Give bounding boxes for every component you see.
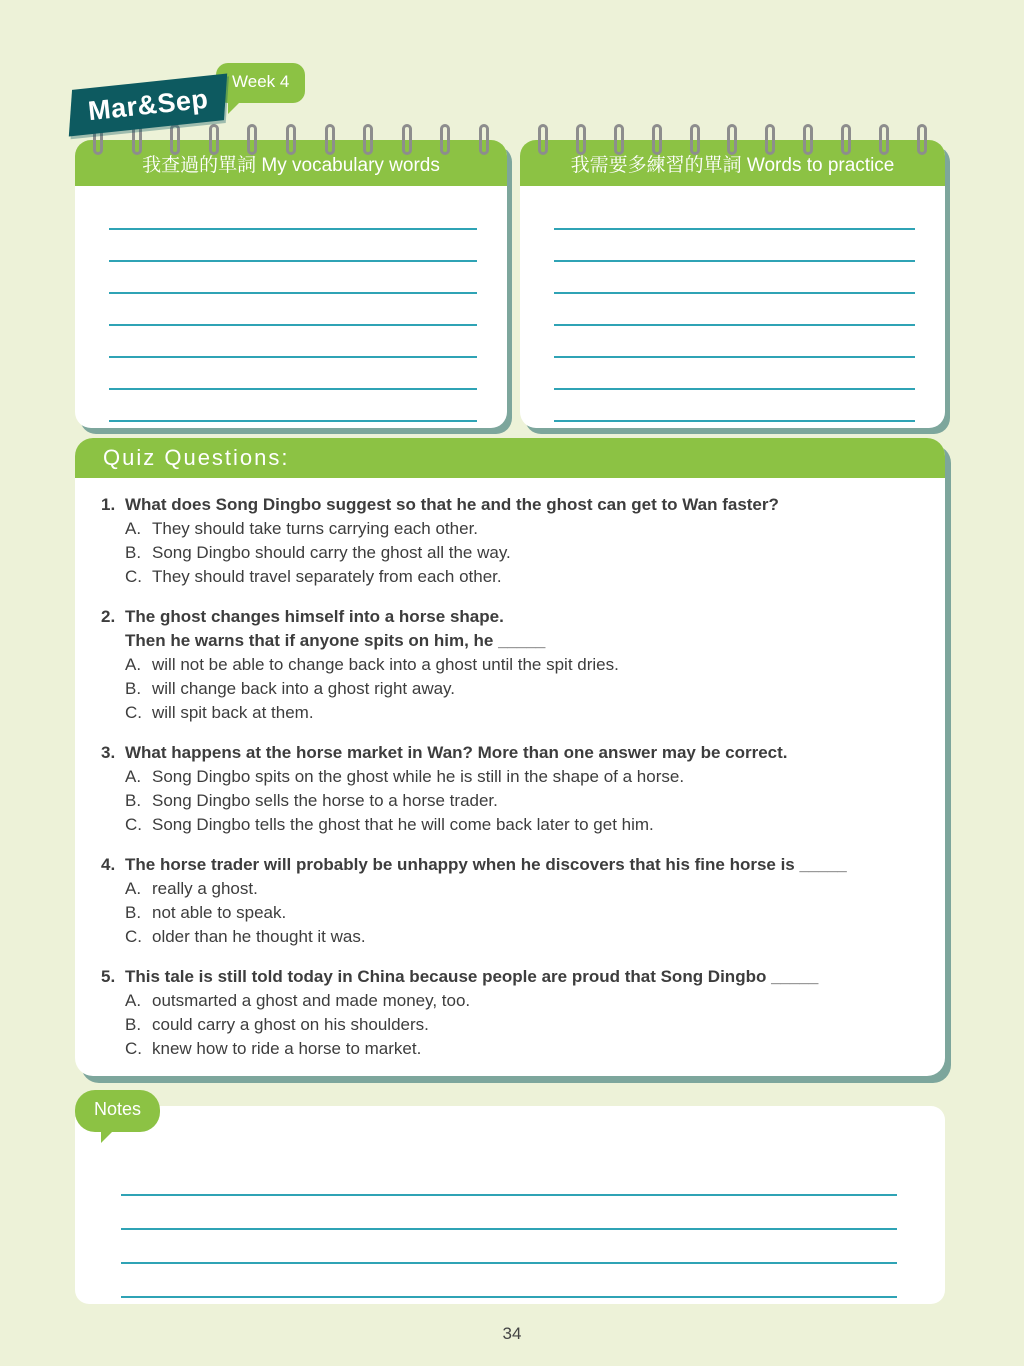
spiral-ring-icon xyxy=(576,124,586,155)
option-text: outsmarted a ghost and made money, too. xyxy=(152,991,471,1010)
option-letter: A. xyxy=(125,655,142,674)
spiral-ring-icon xyxy=(402,124,412,155)
spiral-ring-icon xyxy=(479,124,489,155)
quiz-question xyxy=(101,965,911,1061)
question-head xyxy=(101,493,911,517)
answer-option xyxy=(101,765,911,789)
answer-option xyxy=(101,653,911,677)
question-text: What happens at the horse market in Wan? More than one answer may be correct. xyxy=(125,743,788,762)
spiral-ring-icon xyxy=(440,124,450,155)
practice-writing-area xyxy=(520,186,945,422)
vocabulary-notebook xyxy=(75,140,507,428)
spiral-ring-icon xyxy=(286,124,296,155)
option-letter: B. xyxy=(125,679,142,698)
answer-option xyxy=(101,1013,911,1037)
option-letter: C. xyxy=(125,815,142,834)
quiz-question xyxy=(101,493,911,589)
vocabulary-notebook-title: 我查過的單詞 My vocabulary words xyxy=(142,154,440,176)
quiz-card xyxy=(75,438,945,1076)
spiral-ring-icon xyxy=(614,124,624,155)
blank-writing-line xyxy=(121,1264,897,1298)
spiral-ring-icon xyxy=(727,124,737,155)
option-letter: B. xyxy=(125,543,142,562)
spiral-ring-icon xyxy=(841,124,851,155)
question-head xyxy=(101,741,911,765)
spiral-ring-icon xyxy=(690,124,700,155)
option-letter: A. xyxy=(125,519,142,538)
notes-writing-area xyxy=(75,1106,945,1298)
blank-writing-line xyxy=(554,294,915,326)
answer-option xyxy=(101,565,911,589)
option-letter: A. xyxy=(125,991,142,1010)
answer-option xyxy=(101,877,911,901)
spiral-ring-icon xyxy=(170,124,180,155)
quiz-title: Quiz Questions: xyxy=(103,445,290,470)
blank-writing-line xyxy=(109,390,477,422)
option-text: will not be able to change back into a ghost until the spit dries. xyxy=(152,655,619,674)
question-head xyxy=(101,965,911,989)
practice-notebook xyxy=(520,140,945,428)
option-letter: A. xyxy=(125,767,142,786)
spiral-binding xyxy=(538,124,927,155)
spiral-ring-icon xyxy=(538,124,548,155)
week-badge xyxy=(216,63,305,103)
spiral-ring-icon xyxy=(917,124,927,155)
blank-writing-line xyxy=(109,326,477,358)
blank-writing-line xyxy=(554,390,915,422)
question-text: The ghost changes himself into a horse shape. Then he warns that if anyone spits on him, he _____ xyxy=(125,607,546,650)
answer-option xyxy=(101,789,911,813)
question-number: 5. xyxy=(101,967,116,986)
blank-writing-line xyxy=(121,1162,897,1196)
question-number: 1. xyxy=(101,495,116,514)
option-text: really a ghost. xyxy=(152,879,258,898)
blank-writing-line xyxy=(554,358,915,390)
quiz-question xyxy=(101,853,911,949)
answer-option xyxy=(101,701,911,725)
blank-writing-line xyxy=(109,358,477,390)
question-text: This tale is still told today in China because people are proud that Song Dingbo _____ xyxy=(125,967,819,986)
page-number: 34 xyxy=(502,1324,522,1343)
quiz-question xyxy=(101,741,911,837)
blank-writing-line xyxy=(109,230,477,262)
question-number: 3. xyxy=(101,743,116,762)
blank-writing-line xyxy=(554,262,915,294)
option-text: They should take turns carrying each other. xyxy=(152,519,479,538)
option-text: will spit back at them. xyxy=(152,703,314,722)
week-badge-label: Week 4 xyxy=(232,72,290,91)
option-text: Song Dingbo should carry the ghost all the way. xyxy=(152,543,511,562)
question-number: 2. xyxy=(101,607,116,626)
answer-option xyxy=(101,677,911,701)
answer-option xyxy=(101,901,911,925)
spiral-binding xyxy=(93,124,489,155)
answer-option xyxy=(101,1037,911,1061)
notes-bubble xyxy=(75,1090,160,1132)
quiz-header xyxy=(75,438,945,478)
question-text: What does Song Dingbo suggest so that he and the ghost can get to Wan faster? xyxy=(125,495,779,514)
notes-label: Notes xyxy=(94,1099,142,1119)
spiral-ring-icon xyxy=(879,124,889,155)
quiz-question xyxy=(101,605,911,725)
month-banner-label: Mar&Sep xyxy=(86,83,210,126)
option-text: Song Dingbo tells the ghost that he will come back later to get him. xyxy=(152,815,654,834)
option-letter: C. xyxy=(125,703,142,722)
notes-card xyxy=(75,1106,945,1304)
blank-writing-line xyxy=(554,326,915,358)
blank-writing-line xyxy=(554,198,915,230)
option-letter: B. xyxy=(125,791,142,810)
option-text: knew how to ride a horse to market. xyxy=(152,1039,422,1058)
question-head xyxy=(101,853,911,877)
option-letter: C. xyxy=(125,567,142,586)
spiral-ring-icon xyxy=(803,124,813,155)
option-text: could carry a ghost on his shoulders. xyxy=(152,1015,429,1034)
blank-writing-line xyxy=(109,262,477,294)
spiral-ring-icon xyxy=(325,124,335,155)
quiz-question-list xyxy=(75,478,945,1061)
option-text: Song Dingbo spits on the ghost while he is still in the shape of a horse. xyxy=(152,767,685,786)
question-head xyxy=(101,605,911,653)
answer-option xyxy=(101,517,911,541)
option-text: older than he thought it was. xyxy=(152,927,366,946)
blank-writing-line xyxy=(121,1230,897,1264)
option-letter: B. xyxy=(125,903,142,922)
spiral-ring-icon xyxy=(247,124,257,155)
option-text: will change back into a ghost right away. xyxy=(152,679,456,698)
option-letter: C. xyxy=(125,927,142,946)
option-letter: B. xyxy=(125,1015,142,1034)
spiral-ring-icon xyxy=(209,124,219,155)
spiral-ring-icon xyxy=(363,124,373,155)
answer-option xyxy=(101,989,911,1013)
answer-option xyxy=(101,541,911,565)
option-letter: C. xyxy=(125,1039,142,1058)
spiral-ring-icon xyxy=(652,124,662,155)
option-text: Song Dingbo sells the horse to a horse trader. xyxy=(152,791,498,810)
vocabulary-writing-area xyxy=(75,186,507,422)
question-text: The horse trader will probably be unhappy when he discovers that his fine horse is _____ xyxy=(125,855,847,874)
blank-writing-line xyxy=(109,198,477,230)
question-number: 4. xyxy=(101,855,116,874)
option-letter: A. xyxy=(125,879,142,898)
answer-option xyxy=(101,925,911,949)
practice-notebook-title: 我需要多練習的單詞 Words to practice xyxy=(570,154,895,176)
option-text: They should travel separately from each other. xyxy=(152,567,502,586)
option-text: not able to speak. xyxy=(152,903,287,922)
spiral-ring-icon xyxy=(765,124,775,155)
answer-option xyxy=(101,813,911,837)
blank-writing-line xyxy=(121,1196,897,1230)
blank-writing-line xyxy=(109,294,477,326)
blank-writing-line xyxy=(554,230,915,262)
